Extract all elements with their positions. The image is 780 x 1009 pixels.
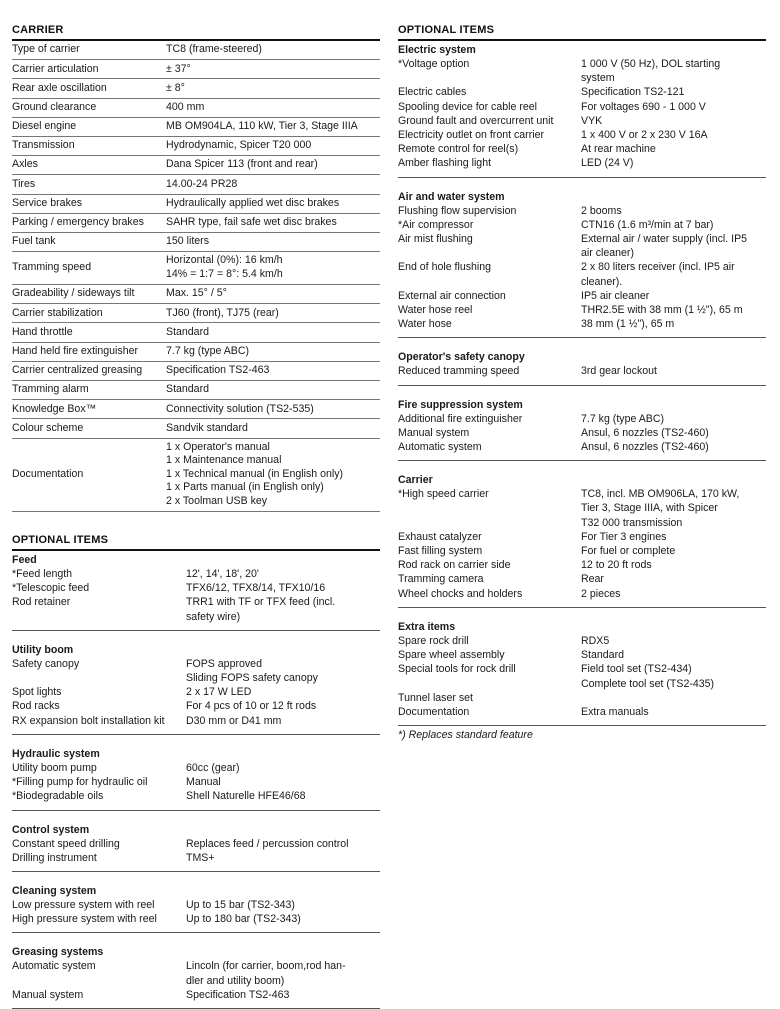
option-value: TRR1 with TF or TFX feed (incl. — [186, 596, 336, 609]
table-row — [12, 361, 380, 380]
option-label: Spare rock drill — [398, 634, 469, 647]
option-value: IP5 air cleaner — [581, 289, 650, 302]
list-item — [12, 567, 380, 581]
list-item — [12, 988, 380, 1002]
table-row — [12, 342, 380, 361]
option-label: Spot lights — [12, 686, 62, 699]
list-item — [398, 114, 766, 128]
spec-value — [166, 381, 380, 400]
option-label: Automatic system — [398, 441, 482, 454]
carrier-section-title: CARRIER — [12, 0, 380, 41]
spec-value — [166, 323, 380, 342]
list-item — [398, 100, 766, 114]
table-row — [12, 304, 380, 323]
group-title: Utility boom — [12, 643, 74, 656]
optional-items-title-left: OPTIONAL ITEMS — [12, 512, 380, 551]
option-label: Low pressure system with reel — [12, 898, 155, 911]
option-label: Rod racks — [12, 700, 60, 713]
list-item — [12, 959, 380, 973]
list-item — [398, 648, 766, 662]
spec-value-line: 2 x Toolman USB key — [166, 494, 268, 507]
list-item — [398, 426, 766, 440]
spec-value — [166, 79, 380, 98]
list-item — [398, 691, 766, 705]
option-value: 12 to 20 ft rods — [581, 559, 652, 572]
option-value: Up to 180 bar (TS2-343) — [186, 913, 301, 926]
table-row — [12, 60, 380, 79]
option-label: Amber flashing light — [398, 157, 492, 170]
spec-value — [166, 213, 380, 232]
option-value: Specification TS2-121 — [581, 86, 685, 99]
spec-label: Tramming alarm — [12, 381, 166, 400]
list-item — [398, 677, 766, 691]
list-item — [398, 57, 766, 71]
option-label: Constant speed drilling — [12, 837, 120, 850]
option-value: D30 mm or D41 mm — [186, 714, 282, 727]
spec-value — [166, 342, 380, 361]
option-label: *Biodegradable oils — [12, 790, 104, 803]
spec-label: Hand held fire extinguisher — [12, 342, 166, 361]
group-title: Hydraulic system — [12, 747, 100, 760]
option-value: Complete tool set (TS2-435) — [581, 677, 715, 690]
option-value: 3rd gear lockout — [581, 365, 657, 378]
spec-value — [166, 156, 380, 175]
spec-value — [166, 361, 380, 380]
option-value: Up to 15 bar (TS2-343) — [186, 898, 295, 911]
spec-value-line: TC8 (frame-steered) — [166, 43, 262, 56]
option-group — [398, 618, 766, 726]
spec-value-line: MB OM904LA, 110 kW, Tier 3, Stage IIIA — [166, 120, 358, 133]
table-row — [12, 381, 380, 400]
spec-value-line: 14% = 1:7 = 8°: 5.4 km/h — [166, 267, 283, 280]
option-value: For voltages 690 - 1 000 V — [581, 100, 706, 113]
table-row — [12, 136, 380, 155]
option-label: *High speed carrier — [398, 488, 489, 501]
option-label: Electricity outlet on front carrier — [398, 129, 545, 142]
option-value: Field tool set (TS2-434) — [581, 663, 692, 676]
spec-label: Gradeability / sideways tilt — [12, 285, 166, 304]
option-label: Additional fire extinguisher — [398, 412, 523, 425]
option-value: 2 pieces — [581, 587, 621, 600]
group-title: Control system — [12, 823, 90, 836]
option-group — [398, 396, 766, 462]
spec-label: Parking / emergency brakes — [12, 213, 166, 232]
list-item — [398, 218, 766, 232]
list-item — [398, 364, 766, 378]
spec-value — [166, 400, 380, 419]
option-label: Tunnel laser set — [398, 691, 473, 704]
spec-value-line: Max. 15° / 5° — [166, 287, 227, 300]
table-row — [12, 117, 380, 136]
table-row — [12, 285, 380, 304]
option-label: Water hose reel — [398, 304, 473, 317]
spec-value-line: 150 liters — [166, 235, 209, 248]
list-item — [12, 610, 380, 624]
option-label: Air mist flushing — [398, 233, 473, 246]
list-item — [12, 595, 380, 609]
option-value: THR2.5E with 38 mm (1 ½"), 65 m — [581, 304, 743, 317]
spec-value — [166, 438, 380, 512]
list-item — [398, 317, 766, 331]
spec-value — [166, 194, 380, 213]
option-value: External air / water supply (incl. IP5 — [581, 233, 748, 246]
right-column — [398, 0, 766, 741]
list-item — [398, 289, 766, 303]
option-value: 1 x 400 V or 2 x 230 V 16A — [581, 129, 708, 142]
option-value: Lincoln (for carrier, boom,rod han- — [186, 960, 346, 973]
option-group — [12, 821, 380, 872]
table-row — [12, 175, 380, 194]
option-label: Wheel chocks and holders — [398, 587, 523, 600]
optional-items-left — [12, 551, 380, 1009]
table-row — [12, 41, 380, 60]
option-label: Flushing flow supervision — [398, 204, 517, 217]
table-row — [12, 98, 380, 117]
spec-label: Colour scheme — [12, 419, 166, 438]
option-label: Automatic system — [12, 960, 96, 973]
option-value: Replaces feed / percussion control — [186, 837, 349, 850]
spec-value-line: Hydrodynamic, Spicer T20 000 — [166, 139, 312, 152]
option-value: Specification TS2-463 — [186, 988, 290, 1001]
option-label: Rod rack on carrier side — [398, 559, 511, 572]
spec-value — [166, 60, 380, 79]
spec-value-line: 400 mm — [166, 100, 205, 113]
spec-value-line: 1 x Operator's manual — [166, 440, 270, 453]
table-row — [12, 213, 380, 232]
option-value: cleaner). — [581, 275, 623, 288]
list-item — [12, 657, 380, 671]
spec-value — [166, 136, 380, 155]
option-label: RX expansion bolt installation kit — [12, 714, 165, 727]
option-label: Spooling device for cable reel — [398, 100, 537, 113]
option-value: LED (24 V) — [581, 157, 634, 170]
option-group — [398, 188, 766, 339]
spec-value-line: 1 x Technical manual (in English only) — [166, 467, 344, 480]
option-label: *Air compressor — [398, 218, 474, 231]
spec-label: Carrier stabilization — [12, 304, 166, 323]
list-item — [398, 303, 766, 317]
option-value: Shell Naturelle HFE46/68 — [186, 790, 306, 803]
option-label: Documentation — [398, 705, 470, 718]
list-item — [398, 587, 766, 601]
option-value: 2 x 17 W LED — [186, 686, 252, 699]
list-item — [398, 440, 766, 454]
spec-value — [166, 285, 380, 304]
carrier-spec-table — [12, 41, 380, 512]
option-value: At rear machine — [581, 143, 656, 156]
option-group — [12, 745, 380, 811]
spec-value-line: TJ60 (front), TJ75 (rear) — [166, 306, 279, 319]
option-label — [398, 516, 581, 530]
group-title: Extra items — [398, 620, 456, 633]
option-value: For 4 pcs of 10 or 12 ft rods — [186, 700, 317, 713]
option-value: 2 x 80 liters receiver (incl. IP5 air — [581, 261, 735, 274]
spec-value — [166, 41, 380, 60]
list-item — [12, 837, 380, 851]
option-value: T32 000 transmission — [581, 516, 683, 529]
spec-value-line: Dana Spicer 113 (front and rear) — [166, 158, 318, 171]
table-row — [12, 232, 380, 251]
table-row — [12, 79, 380, 98]
option-label — [398, 71, 581, 85]
option-value: 60cc (gear) — [186, 761, 240, 774]
group-title: Operator's safety canopy — [398, 351, 525, 364]
spec-value-line: Sandvik standard — [166, 421, 248, 434]
option-group — [12, 882, 380, 933]
spec-value — [166, 232, 380, 251]
option-value: Extra manuals — [581, 705, 649, 718]
spec-value — [166, 419, 380, 438]
table-row — [12, 438, 380, 512]
option-value: For fuel or complete — [581, 545, 676, 558]
spec-value-line: Horizontal (0%): 16 km/h — [166, 254, 283, 267]
option-group — [398, 41, 766, 178]
group-title: Carrier — [398, 474, 433, 487]
option-label: *Voltage option — [398, 58, 470, 70]
option-label: Ground fault and overcurrent unit — [398, 114, 554, 127]
footnote: *) Replaces standard feature — [398, 729, 533, 742]
option-value: CTN16 (1.6 m³/min at 7 bar) — [581, 218, 714, 231]
spec-value-line: 1 x Maintenance manual — [166, 454, 282, 467]
list-item — [12, 699, 380, 713]
optional-items-right — [398, 41, 766, 726]
option-label: Drilling instrument — [12, 851, 97, 864]
option-label: Utility boom pump — [12, 761, 97, 774]
option-label — [12, 974, 186, 988]
list-item — [398, 572, 766, 586]
spec-value — [166, 117, 380, 136]
option-value: TC8, incl. MB OM906LA, 170 kW, — [581, 488, 740, 501]
spec-value-line: 1 x Parts manual (in English only) — [166, 481, 324, 494]
spec-value-line: Hydraulically applied wet disc brakes — [166, 196, 340, 209]
list-item — [398, 530, 766, 544]
option-group — [12, 943, 380, 1009]
spec-label: Axles — [12, 156, 166, 175]
group-title: Cleaning system — [12, 884, 97, 897]
group-title: Feed — [12, 554, 37, 567]
option-label — [398, 677, 581, 691]
spec-label: Carrier articulation — [12, 60, 166, 79]
list-item — [398, 260, 766, 274]
list-item — [398, 516, 766, 530]
option-label: External air connection — [398, 289, 506, 302]
spec-value-line: 14.00-24 PR28 — [166, 177, 238, 190]
option-value: 7.7 kg (type ABC) — [581, 412, 665, 425]
option-label: *Telescopic feed — [12, 582, 90, 595]
table-row — [12, 194, 380, 213]
list-item — [12, 789, 380, 803]
table-row — [12, 252, 380, 285]
option-value: Ansul, 6 nozzles (TS2-460) — [581, 441, 709, 454]
option-label: Fast filling system — [398, 545, 483, 558]
option-value: TMS+ — [186, 851, 215, 864]
spec-value-line: Specification TS2-463 — [166, 364, 270, 377]
spec-label: Type of carrier — [12, 41, 166, 60]
spec-label: Ground clearance — [12, 98, 166, 117]
option-value: 38 mm (1 ½"), 65 m — [581, 318, 675, 331]
group-title: Fire suppression system — [398, 398, 523, 411]
option-value: FOPS approved — [186, 657, 262, 670]
option-value: Ansul, 6 nozzles (TS2-460) — [581, 426, 709, 439]
list-item — [12, 912, 380, 926]
optional-items-title-right: OPTIONAL ITEMS — [398, 0, 766, 41]
spec-value — [166, 304, 380, 323]
group-title: Greasing systems — [12, 946, 104, 959]
option-label — [398, 501, 581, 515]
list-item — [398, 71, 766, 85]
option-value: Rear — [581, 573, 604, 586]
spec-value-line: Connectivity solution (TS2-535) — [166, 402, 314, 415]
option-label: High pressure system with reel — [12, 913, 157, 926]
option-value: Tier 3, Stage IIIA, with Spicer — [581, 502, 718, 515]
spec-value — [166, 175, 380, 194]
option-label — [12, 610, 186, 624]
list-item — [398, 204, 766, 218]
spec-label: Carrier centralized greasing — [12, 361, 166, 380]
spec-value-line: Standard — [166, 325, 209, 338]
list-item — [12, 761, 380, 775]
option-label: Safety canopy — [12, 657, 80, 670]
option-group — [12, 551, 380, 631]
list-item — [398, 634, 766, 648]
list-item — [398, 705, 766, 719]
list-item — [12, 974, 380, 988]
option-group — [12, 641, 380, 735]
spec-label: Knowledge Box™ — [12, 400, 166, 419]
spec-label: Diesel engine — [12, 117, 166, 136]
left-column — [12, 0, 380, 1009]
list-item — [398, 544, 766, 558]
spec-label: Transmission — [12, 136, 166, 155]
list-item — [398, 142, 766, 156]
option-group — [398, 348, 766, 385]
spec-label: Tramming speed — [12, 252, 166, 285]
spec-value — [166, 252, 380, 285]
option-label — [398, 246, 581, 260]
option-value: TFX6/12, TFX8/14, TFX10/16 — [186, 582, 326, 595]
option-value: 1 000 V (50 Hz), DOL starting — [581, 58, 721, 70]
list-item — [12, 851, 380, 865]
option-value: Manual — [186, 776, 221, 789]
option-label: *Filling pump for hydraulic oil — [12, 776, 148, 789]
option-label: Spare wheel assembly — [398, 649, 505, 662]
option-group — [398, 471, 766, 608]
spec-label: Service brakes — [12, 194, 166, 213]
spec-value-line: SAHR type, fail safe wet disc brakes — [166, 216, 337, 229]
option-label: End of hole flushing — [398, 261, 492, 274]
option-value: For Tier 3 engines — [581, 530, 667, 543]
option-label: Exhaust catalyzer — [398, 530, 482, 543]
option-label: *Feed length — [12, 568, 73, 581]
list-item — [398, 128, 766, 142]
table-row — [12, 400, 380, 419]
option-value: RDX5 — [581, 634, 610, 647]
spec-label: Rear axle oscillation — [12, 79, 166, 98]
option-value: VYK — [581, 114, 603, 127]
list-item — [398, 246, 766, 260]
option-value: system — [581, 72, 615, 85]
spec-value-line: ± 8° — [166, 81, 185, 94]
list-item — [12, 685, 380, 699]
option-label: Water hose — [398, 318, 452, 331]
option-value: Sliding FOPS safety canopy — [186, 672, 318, 685]
option-value — [581, 691, 766, 705]
spec-label: Hand throttle — [12, 323, 166, 342]
option-label: Rod retainer — [12, 596, 71, 609]
spec-value-line: 7.7 kg (type ABC) — [166, 344, 250, 357]
list-item — [12, 671, 380, 685]
list-item — [398, 232, 766, 246]
option-label: Electric cables — [398, 86, 467, 99]
option-value: 2 booms — [581, 204, 622, 217]
list-item — [398, 156, 766, 170]
list-item — [398, 85, 766, 99]
option-value: dler and utility boom) — [186, 974, 285, 987]
option-label: Special tools for rock drill — [398, 663, 516, 676]
option-value: 12', 14', 18', 20' — [186, 568, 259, 581]
list-item — [12, 775, 380, 789]
list-item — [12, 581, 380, 595]
option-label: Manual system — [398, 426, 470, 439]
option-value: safety wire) — [186, 610, 241, 623]
spec-label: Fuel tank — [12, 232, 166, 251]
list-item — [398, 558, 766, 572]
list-item — [398, 412, 766, 426]
spec-value-line: ± 37° — [166, 62, 191, 75]
option-value: Standard — [581, 649, 624, 662]
option-label — [12, 671, 186, 685]
table-row — [12, 323, 380, 342]
table-row — [12, 156, 380, 175]
spec-value-line: Standard — [166, 383, 209, 396]
list-item — [398, 501, 766, 515]
group-title: Electric system — [398, 44, 476, 56]
option-value: air cleaner) — [581, 247, 634, 260]
list-item — [398, 662, 766, 676]
option-label: Tramming camera — [398, 573, 484, 586]
option-label — [398, 275, 581, 289]
table-row — [12, 419, 380, 438]
option-label: Manual system — [12, 988, 84, 1001]
spec-label: Tires — [12, 175, 166, 194]
group-title: Air and water system — [398, 190, 505, 203]
spec-value — [166, 98, 380, 117]
option-label: Remote control for reel(s) — [398, 143, 519, 156]
option-label: Reduced tramming speed — [398, 365, 520, 378]
spec-label: Documentation — [12, 438, 166, 512]
list-item — [12, 714, 380, 728]
list-item — [12, 898, 380, 912]
list-item — [398, 487, 766, 501]
list-item — [398, 275, 766, 289]
